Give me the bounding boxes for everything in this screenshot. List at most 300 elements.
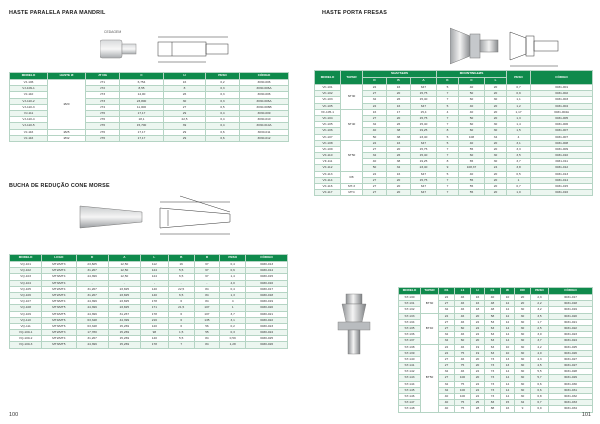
porta-fresas-cell: 15,40	[411, 122, 437, 128]
porta-fresas-bt-cell: 75	[455, 381, 471, 387]
bucha-reducao-cell: 140	[140, 336, 168, 342]
bucha-reducao-cell: VQ-100-1	[10, 330, 42, 336]
porta-fresas-cell: 16	[387, 103, 411, 109]
haste-paralela-cell: VJ-116	[10, 129, 48, 135]
porta-fresas-bt-cell: ST-133	[399, 313, 421, 319]
porta-fresas-bt-cell: 3,2	[531, 307, 549, 313]
porta-fresas-cell: 1,3	[507, 115, 531, 121]
porta-fresas-cell: VF-107	[315, 134, 341, 140]
haste-paralela-cell: 0,4	[206, 110, 240, 116]
porta-fresas-cell: VF-105	[315, 122, 341, 128]
haste-paralela-cell: 0,3	[206, 86, 240, 92]
porta-fresas-bt-cell: 27	[439, 301, 455, 307]
haste-paralela-cell: VJ-110-5	[10, 123, 48, 129]
porta-fresas-cell: 3031-013	[531, 171, 593, 177]
porta-fresas-group-cell: MT-3	[341, 184, 363, 190]
porta-fresas-header: L	[485, 78, 507, 85]
porta-fresas-bt-cell: 5,5	[531, 369, 549, 375]
porta-fresas-cell: 7	[437, 91, 459, 97]
bucha-reducao-cell: 6,5	[168, 274, 194, 280]
bucha-reducao-cell: 0,4	[220, 262, 246, 268]
porta-fresas-bt-cell: 40	[439, 400, 455, 406]
haste-paralela-cell: 3030-009	[240, 110, 289, 116]
haste-paralela-cell: VJ-116	[10, 135, 48, 141]
porta-fresas-cell: VF-108	[315, 140, 341, 146]
bucha-reducao-cell: 15,269	[108, 323, 140, 329]
haste-paralela-cell: 29	[164, 135, 206, 141]
porta-fresas-bt-cell: 3,5	[531, 313, 549, 319]
porta-fresas-bt-cell: ST-141	[399, 363, 421, 369]
porta-fresas-cell: 5	[437, 85, 459, 91]
porta-fresas-bt-cell: 10	[501, 350, 515, 356]
porta-fresas-bt-cell: 32	[439, 369, 455, 375]
bucha-reducao-cell: 135	[194, 317, 220, 323]
porta-fresas-bt-cell: 22	[471, 381, 485, 387]
porta-fresas-bt-cell: 48	[485, 301, 501, 307]
porta-fresas-group-cell: NT50	[341, 140, 363, 171]
bucha-reducao-header: CÓDIGO	[246, 255, 288, 262]
porta-fresas-cell: 3,1	[507, 140, 531, 146]
porta-fresas-bt-cell: 63	[485, 344, 501, 350]
haste-porta-fresas-table	[314, 70, 593, 196]
porta-fresas-bt-cell: 16	[471, 295, 485, 301]
haste-paralela-header: PESO	[206, 73, 240, 80]
porta-fresas-bt-cell: 30	[515, 325, 531, 331]
porta-fresas-cell: 60	[459, 153, 485, 159]
porta-fresas-cell: 15,75	[411, 91, 437, 97]
bucha-reducao-cell: 67	[194, 268, 220, 274]
haste-paralela-cell: 39	[164, 123, 206, 129]
porta-fresas-header: A	[411, 78, 437, 85]
bucha-reducao-header: R	[194, 255, 220, 262]
porta-fresas-group-cell: NT40	[341, 109, 363, 140]
porta-fresas-cell: 1,1	[507, 97, 531, 103]
porta-fresas-bt-cell: 3031-025	[549, 344, 593, 350]
haste-paralela-header: CÓDIGO	[240, 73, 289, 80]
bucha-reducao-cell: 3030-016	[246, 280, 288, 286]
porta-fresas-bt-cell: 9	[515, 406, 531, 412]
porta-fresas-cell: 5	[437, 140, 459, 146]
porta-fresas-photo	[320, 292, 392, 362]
porta-fresas-cell: 108,37	[459, 165, 485, 171]
bucha-reducao-cell: 216	[140, 317, 168, 323]
porta-fresas-cell: 3031-002	[531, 91, 593, 97]
bucha-reducao-cell: 1,3	[220, 292, 246, 298]
porta-fresas-bt-cell: 73	[485, 387, 501, 393]
bucha-reducao-cell: 12,50	[108, 274, 140, 280]
haste-paralela-cell: 0,3	[206, 98, 240, 104]
porta-fresas-bt-cell: 63	[485, 350, 501, 356]
porta-fresas-cell: 23,40	[411, 134, 437, 140]
porta-fresas-cell: 27	[363, 115, 387, 121]
porta-fresas-cell: 5	[437, 134, 459, 140]
porta-fresas-bt-header: PESO	[531, 288, 549, 295]
bucha-reducao-cell: 44,399	[76, 274, 108, 280]
bucha-reducao-cell: MT2/MT4	[42, 268, 76, 274]
porta-fresas-bt-cell: 19	[471, 350, 485, 356]
porta-fresas-cell: 1,17	[507, 109, 531, 115]
porta-fresas-bt-cell: 32	[439, 307, 455, 313]
bucha-reducao-cell: 3030-021	[246, 311, 288, 317]
porta-fresas-bt-cell: 3031-019	[549, 307, 593, 313]
porta-fresas-cell: 15,40	[411, 97, 437, 103]
porta-fresas-bt-cell: 3031-027	[549, 363, 593, 369]
porta-fresas-bt-cell: 13	[501, 356, 515, 362]
porta-fresas-cell: 50	[459, 91, 485, 97]
bucha-reducao-cell: 3,7	[220, 311, 246, 317]
haste-paralela-cell: VJ-110-2	[10, 98, 48, 104]
porta-fresas-bt-cell: ST-132	[399, 307, 421, 313]
porta-fresas-bt-cell: ST-134	[399, 319, 421, 325]
page-number-right: 101	[581, 412, 591, 418]
haste-paralela-table	[9, 72, 289, 142]
bucha-reducao-cell: 3030-026	[246, 342, 288, 348]
porta-fresas-cell: 20	[485, 115, 507, 121]
porta-fresas-bt-cell: 22	[471, 332, 485, 338]
porta-fresas-cell: 32	[363, 122, 387, 128]
porta-fresas-bt-cell: 22	[471, 319, 485, 325]
porta-fresas-bt-cell: 83	[485, 400, 501, 406]
bucha-reducao-table	[9, 254, 288, 349]
porta-fresas-bt-cell: ST-142	[399, 369, 421, 375]
porta-fresas-cell: 15,40	[411, 153, 437, 159]
porta-fresas-bt-cell: 30	[515, 369, 531, 375]
bucha-reducao-cell: 6	[168, 311, 194, 317]
porta-fresas-bt-header: L1	[455, 288, 471, 295]
porta-fresas-cell: 3031-004A	[531, 109, 593, 115]
porta-fresas-bt-cell: 40	[485, 295, 501, 301]
porta-fresas-header: B	[387, 78, 411, 85]
bucha-reducao-cell: 23,825	[108, 305, 140, 311]
porta-fresas-cell: 3031-011	[531, 159, 593, 165]
porta-fresas-bt-cell: 25	[471, 400, 485, 406]
porta-fresas-bt-cell: 53	[485, 319, 501, 325]
bucha-reducao-header: LOGO	[42, 255, 76, 262]
porta-fresas-cell: 4	[507, 134, 531, 140]
haste-paralela-drawing	[100, 30, 240, 74]
porta-fresas-bt-cell: 100	[455, 394, 471, 400]
porta-fresas-bt-cell: 75	[455, 363, 471, 369]
bucha-reducao-cell: 124	[140, 274, 168, 280]
porta-fresas-cell: 27	[363, 190, 387, 196]
porta-fresas-bt-cell: 27	[439, 363, 455, 369]
porta-fresas-bt-cell: 30	[515, 387, 531, 393]
porta-fresas-cell: 40	[459, 109, 485, 115]
section-title-haste-porta-fresas: HASTE PORTA FRESAS	[322, 10, 387, 16]
bucha-reducao-cell: 3030-018	[246, 292, 288, 298]
porta-fresas-bt-table	[398, 287, 593, 413]
porta-fresas-row	[315, 190, 593, 196]
porta-fresas-bt-cell: ST-145	[399, 387, 421, 393]
haste-paralela-cell: JT3	[86, 98, 120, 104]
porta-fresas-bt-group-cell: BT50	[421, 344, 439, 412]
porta-fresas-bt-cell: ST-148	[399, 406, 421, 412]
porta-fresas-cell: 20	[387, 190, 411, 196]
bucha-reducao-cell: 3,1	[220, 317, 246, 323]
porta-fresas-cell: 0,7	[507, 184, 531, 190]
bucha-reducao-cell: 3030-015	[246, 274, 288, 280]
porta-fresas-cell: 15,75	[411, 177, 437, 183]
porta-fresas-bt-cell: 46	[455, 301, 471, 307]
bucha-reducao-cell: 3030-025	[246, 336, 288, 342]
porta-fresas-cell: 3031-005	[531, 115, 593, 121]
porta-fresas-bt-cell: 30	[515, 332, 531, 338]
haste-paralela-cell: 15,700	[120, 123, 164, 129]
porta-fresas-bt-cell: 3031-018	[549, 301, 593, 307]
haste-paralela-cell: 26	[164, 92, 206, 98]
porta-fresas-cell: VF-110	[315, 153, 341, 159]
bucha-reducao-cell: MT4/MT5	[42, 311, 76, 317]
porta-fresas-cell: VF-104	[315, 115, 341, 121]
porta-fresas-cell: 30	[485, 159, 507, 165]
bucha-reducao-cell: MT3/MT6	[42, 323, 76, 329]
bucha-reducao-cell: 67	[194, 274, 220, 280]
bucha-reducao-cell: 3030-013	[246, 262, 288, 268]
porta-fresas-bt-group-cell: BT30	[421, 295, 439, 314]
porta-fresas-bt-cell: 3031-031	[549, 387, 593, 393]
porta-fresas-bt-cell: 30	[515, 344, 531, 350]
haste-paralela-cell: 23,800	[120, 98, 164, 104]
porta-fresas-cell: 9	[437, 165, 459, 171]
porta-fresas-cell: 22	[363, 103, 387, 109]
porta-fresas-bt-cell: 30	[515, 363, 531, 369]
porta-fresas-bt-cell: 16	[471, 301, 485, 307]
haste-paralela-row	[10, 135, 289, 141]
haste-paralela-cell: JT4	[86, 104, 120, 110]
haste-paralela-cell: 17,17	[120, 135, 164, 141]
porta-fresas-cell: VF-105-1	[315, 109, 341, 115]
porta-fresas-bt-cell: 73	[485, 369, 501, 375]
bucha-reducao-cell: 6	[168, 299, 194, 305]
bucha-reducao-cell: 44,399	[76, 311, 108, 317]
bucha-reducao-cell: 63,348	[76, 323, 108, 329]
porta-fresas-cell: 38	[387, 134, 411, 140]
haste-paralela-group-cell: Ø20	[48, 80, 86, 130]
bucha-reducao-cell: 63,348	[76, 317, 108, 323]
porta-fresas-cell: 20	[485, 91, 507, 97]
porta-fresas-cell: 16	[363, 109, 387, 115]
haste-paralela-cell: 3030-010	[240, 117, 289, 123]
haste-paralela-cell: 3030-010A	[240, 123, 289, 129]
porta-fresas-bt-cell: 73	[485, 363, 501, 369]
bucha-reducao-cell: VQ-101	[10, 262, 42, 268]
haste-paralela-cell: 3030-006A	[240, 98, 289, 104]
porta-fresas-cell: 60	[459, 97, 485, 103]
porta-fresas-group-header: SHAFT&ØS	[363, 71, 437, 78]
porta-fresas-cell: 7	[437, 153, 459, 159]
bucha-reducao-cell: 44,399	[76, 299, 108, 305]
porta-fresas-bt-cell: 58	[485, 313, 501, 319]
porta-fresas-bt-cell: 30	[515, 381, 531, 387]
bucha-reducao-cell: MT2/MT4	[42, 286, 76, 292]
bucha-reducao-cell: 15,269	[108, 330, 140, 336]
porta-fresas-bt-cell: 73	[485, 375, 501, 381]
porta-fresas-bt-cell: 3031-021	[549, 319, 593, 325]
porta-fresas-cell: 20	[387, 177, 411, 183]
bucha-reducao-cell: MT3/MT4	[42, 274, 76, 280]
porta-fresas-cell: 26	[387, 122, 411, 128]
porta-fresas-cell: 40	[459, 103, 485, 109]
page-number-left: 100	[9, 412, 19, 418]
porta-fresas-bt-cell: 30	[515, 307, 531, 313]
porta-fresas-bt-cell: ST-144	[399, 381, 421, 387]
bucha-reducao-cell: 5,5	[168, 268, 194, 274]
bucha-reducao-header: A	[108, 255, 140, 262]
porta-fresas-cell: 1,4	[507, 122, 531, 128]
porta-fresas-bt-header: W	[501, 288, 515, 295]
porta-fresas-group-header: MOUNTING&ØS	[437, 71, 507, 78]
porta-fresas-bt-cell: 32	[439, 338, 455, 344]
porta-fresas-cell: VF-112	[315, 165, 341, 171]
porta-fresas-cell: 27	[363, 184, 387, 190]
porta-fresas-cell: 55	[459, 190, 485, 196]
porta-fresas-cell: 26	[387, 97, 411, 103]
porta-fresas-bt-cell: 6,6	[531, 387, 549, 393]
bucha-reducao-header: L	[140, 255, 168, 262]
porta-fresas-header: CÓDIGO	[531, 71, 593, 85]
bucha-reducao-cell: -	[194, 280, 220, 286]
haste-paralela-cell: 0,5	[206, 104, 240, 110]
porta-fresas-cell: 7	[437, 146, 459, 152]
haste-paralela-cell: VJ-110-3	[10, 104, 48, 110]
porta-fresas-bt-cell: 3031-017	[549, 295, 593, 301]
drawing-label-cedagem: CEDAGEM	[104, 30, 122, 34]
porta-fresas-cell: 38	[387, 159, 411, 165]
porta-fresas-bt-cell: 14	[501, 387, 515, 393]
haste-paralela-cell: 0,3	[206, 92, 240, 98]
haste-paralela-group-cell: Ø32	[48, 135, 86, 141]
porta-fresas-bt-cell: 19	[471, 344, 485, 350]
bucha-reducao-cell: 84	[194, 286, 220, 292]
bucha-reducao-cell: 0,4	[220, 286, 246, 292]
porta-fresas-cell: 65	[459, 159, 485, 165]
bucha-reducao-cell: 15,269	[108, 342, 140, 348]
porta-fresas-cell: 20	[485, 109, 507, 115]
bucha-reducao-cell: VQ-110	[10, 317, 42, 323]
porta-fresas-bt-cell: 27	[439, 325, 455, 331]
porta-fresas-bt-cell: 3031-034	[549, 406, 593, 412]
bucha-reducao-cell: 0,2	[220, 323, 246, 329]
porta-fresas-cell: 30	[485, 122, 507, 128]
porta-fresas-bt-cell: 20	[515, 301, 531, 307]
haste-paralela-cell: 3030-006A	[240, 86, 289, 92]
bucha-reducao-cell: 3030-014	[246, 268, 288, 274]
porta-fresas-cell: 15,75	[411, 115, 437, 121]
porta-fresas-cell: 32	[363, 153, 387, 159]
haste-paralela-cell: 8,55	[120, 86, 164, 92]
porta-fresas-bt-header: D1	[439, 288, 455, 295]
porta-fresas-bt-cell: ST-136	[399, 332, 421, 338]
haste-paralela-cell: JT6	[86, 129, 120, 135]
haste-paralela-cell: JT1	[86, 80, 120, 86]
porta-fresas-bt-cell: 6,9	[531, 406, 549, 412]
porta-fresas-cell: 20	[485, 146, 507, 152]
porta-fresas-bt-cell: 3031-023	[549, 332, 593, 338]
porta-fresas-cell: 3,5	[507, 153, 531, 159]
haste-paralela-cell: 8	[164, 86, 206, 92]
porta-fresas-bt-cell: 3031-030	[549, 381, 593, 387]
porta-fresas-bt-cell: 14	[501, 332, 515, 338]
porta-fresas-bt-header: CÓDIGO	[549, 288, 593, 295]
porta-fresas-bt-cell: 3031-028	[549, 369, 593, 375]
haste-paralela-cell: JT6	[86, 117, 120, 123]
bucha-reducao-cell: VQ-100-2	[10, 336, 42, 342]
bucha-reducao-cell: VQ-103	[10, 274, 42, 280]
porta-fresas-cell: VF-117	[315, 190, 341, 196]
porta-fresas-bt-cell: ST-146	[399, 394, 421, 400]
porta-fresas-bt-cell: 100	[455, 375, 471, 381]
porta-fresas-bt-cell: 3031-029	[549, 375, 593, 381]
porta-fresas-cell: 3,3	[507, 146, 531, 152]
porta-fresas-cell: 3031-010	[531, 153, 593, 159]
bucha-reducao-cell: 140	[140, 286, 168, 292]
porta-fresas-bt-cell: 3031-027	[549, 356, 593, 362]
bucha-reducao-cell: 12,50	[108, 268, 140, 274]
bucha-reducao-cell: 31,267	[76, 336, 108, 342]
haste-paralela-cell: 18,1	[120, 117, 164, 123]
porta-fresas-cell: 50	[459, 115, 485, 121]
porta-fresas-bt-cell: 75	[455, 406, 471, 412]
haste-paralela-cell: JT3	[86, 92, 120, 98]
porta-fresas-bt-cell: ST-147	[399, 400, 421, 406]
porta-fresas-bt-cell: 32	[439, 332, 455, 338]
bucha-reducao-cell: VQ-107	[10, 299, 42, 305]
porta-fresas-cell: 22	[363, 85, 387, 91]
porta-fresas-bt-cell: 32	[515, 400, 531, 406]
porta-fresas-bt-cell: 5,7	[531, 375, 549, 381]
bucha-reducao-cell: MT3/MT4	[42, 280, 76, 286]
porta-fresas-cell: 40	[363, 159, 387, 165]
bucha-reducao-header: PESO	[220, 255, 246, 262]
porta-fresas-bt-cell: ST-135	[399, 325, 421, 331]
porta-fresas-cell: 19,25	[411, 159, 437, 165]
haste-paralela-cell: JT6	[86, 110, 120, 116]
porta-fresas-bt-cell: 15	[501, 400, 515, 406]
porta-fresas-bt-cell: 6,7	[531, 400, 549, 406]
bucha-reducao-cell: MT3/MT4	[42, 299, 76, 305]
porta-fresas-cell: 7	[437, 115, 459, 121]
porta-fresas-cell: 647	[411, 103, 437, 109]
haste-paralela-header: JT NG	[86, 73, 120, 80]
bucha-reducao-cell: 6,5	[168, 292, 194, 298]
porta-fresas-bt-cell: 22	[471, 369, 485, 375]
porta-fresas-bt-cell: 46	[455, 369, 471, 375]
porta-fresas-group-cell: R8	[341, 171, 363, 183]
porta-fresas-bt-cell: 22	[439, 295, 455, 301]
porta-fresas-cell: 16	[387, 140, 411, 146]
bucha-reducao-cell: 3030-023	[246, 323, 288, 329]
porta-fresas-bt-cell: 30	[515, 375, 531, 381]
porta-fresas-header: C	[459, 78, 485, 85]
bucha-reducao-cell: VQ-102	[10, 268, 42, 274]
porta-fresas-cell: 22	[363, 140, 387, 146]
porta-fresas-cell: 1,5	[507, 128, 531, 134]
bucha-reducao-drawing	[70, 192, 260, 240]
porta-fresas-cell: 8	[437, 159, 459, 165]
porta-fresas-cell: 1,0	[507, 190, 531, 196]
bucha-reducao-cell: 23,825	[76, 262, 108, 268]
porta-fresas-cell: 3031-004	[531, 103, 593, 109]
porta-fresas-bt-cell: 12	[501, 301, 515, 307]
porta-fresas-bt-cell: 27	[439, 356, 455, 362]
bucha-reducao-cell: 3030-017	[246, 286, 288, 292]
porta-fresas-cell: 7	[437, 177, 459, 183]
porta-fresas-cell: 32	[363, 97, 387, 103]
porta-fresas-bt-cell: 46	[455, 344, 471, 350]
bucha-reducao-cell: -	[140, 280, 168, 286]
porta-fresas-cell: 7	[437, 184, 459, 190]
porta-fresas-cell: 20	[485, 171, 507, 177]
